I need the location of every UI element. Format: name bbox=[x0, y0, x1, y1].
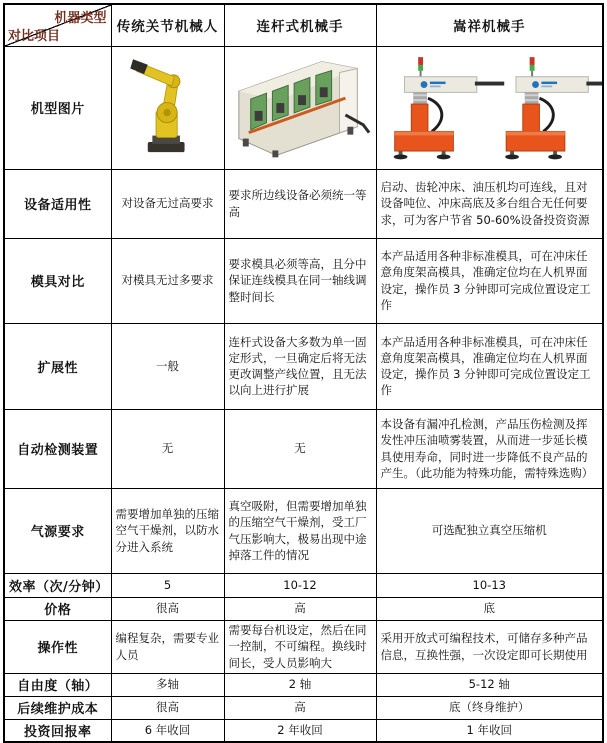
cell: 很高 bbox=[111, 696, 224, 719]
column-header-traditional-robot: 传统关节机械人 bbox=[111, 4, 224, 46]
cell-songxiang-manipulator-image bbox=[376, 46, 603, 169]
corner-diagonal-cell bbox=[4, 4, 111, 46]
row-label-maintenance-cost: 后续维护成本 bbox=[4, 696, 111, 719]
row-label-price: 价格 bbox=[4, 597, 111, 620]
cell: 10-12 bbox=[224, 573, 376, 597]
row-label-air-supply: 气源要求 bbox=[4, 488, 111, 573]
table-row bbox=[4, 238, 603, 323]
comparison-table bbox=[3, 3, 604, 743]
cell: 本设备有漏冲孔检测，产品压伤检测及挥发性冲压油喷雾装置，从而进一步延长模具使用寿命，同时进一步降低不良产品的产生。（此功能为特殊功能，需特殊选购） bbox=[376, 409, 603, 488]
table-row bbox=[4, 620, 603, 673]
cell: 10-13 bbox=[376, 573, 603, 597]
table-header-row bbox=[4, 4, 603, 46]
row-label-mold-comparison: 模具对比 bbox=[4, 238, 111, 323]
cell-robot-image bbox=[111, 46, 224, 169]
cell: 编程复杂，需要专业人员 bbox=[111, 620, 224, 673]
cell: 对设备无过高要求 bbox=[111, 169, 224, 238]
table-row bbox=[4, 323, 603, 409]
table-row bbox=[4, 696, 603, 719]
row-label-degrees-of-freedom: 自由度（轴） bbox=[4, 673, 111, 696]
dual-pneumatic-manipulators-image bbox=[381, 49, 603, 167]
column-header-songxiang-manipulator: 嵩祥机械手 bbox=[376, 4, 603, 46]
cell: 需要增加单独的压缩空气干燥剂，以防水分进入系统 bbox=[111, 488, 224, 573]
table-row bbox=[4, 673, 603, 696]
cell: 6 年收回 bbox=[111, 719, 224, 742]
table-row bbox=[4, 488, 603, 573]
cell: 连杆式设备大多数为单一固定形式，一旦确定后将无法更改调整产线位置，且无法以向上进行扩展 bbox=[224, 323, 376, 409]
row-label-operability: 操作性 bbox=[4, 620, 111, 673]
cell: 底 bbox=[376, 597, 603, 620]
cell: 本产品适用各种非标准模具，可在冲床任意角度架高模具，准确定位均在人机界面设定，操作员 3 分钟即可完成位置设定工作 bbox=[376, 323, 603, 409]
table-row bbox=[4, 169, 603, 238]
row-label-machine-images: 机型图片 bbox=[4, 46, 111, 169]
cell: 多轴 bbox=[111, 673, 224, 696]
table-row bbox=[4, 719, 603, 742]
cell: 5 bbox=[111, 573, 224, 597]
column-header-linkage-manipulator: 连杆式机械手 bbox=[224, 4, 376, 46]
cell: 高 bbox=[224, 597, 376, 620]
row-label-efficiency: 效率（次/分钟） bbox=[4, 573, 111, 597]
cell: 很高 bbox=[111, 597, 224, 620]
machine-image-row bbox=[4, 46, 603, 169]
cell: 采用开放式可编程技术，可储存多种产品信息，互换性强，一次设定即可长期使用 bbox=[376, 620, 603, 673]
cell: 需要每台机设定，然后在同一控制，不可编程。换线时间长，受人员影响大 bbox=[224, 620, 376, 673]
cell: 5-12 轴 bbox=[376, 673, 603, 696]
table-row bbox=[4, 597, 603, 620]
cell: 启动、齿轮冲床、油压机均可连线，且对设备吨位、冲床高底及多台组合无任何要求，可为客户节省 50-60%设备投资资源 bbox=[376, 169, 603, 238]
row-label-equipment-suitability: 设备适用性 bbox=[4, 169, 111, 238]
cell: 本产品适用各种非标准模具，可在冲床任意角度架高模具，准确定位均在人机界面设定，操作员 3 分钟即可完成位置设定工作 bbox=[376, 238, 603, 323]
cell: 高 bbox=[224, 696, 376, 719]
cell: 要求所边线设备必须统一等高 bbox=[224, 169, 376, 238]
corner-top-label: 机器类型 bbox=[54, 11, 107, 26]
press-line-machine-image bbox=[229, 49, 377, 167]
cell-press-line-image bbox=[224, 46, 376, 169]
cell: 1 年收回 bbox=[376, 719, 603, 742]
cell: 2 轴 bbox=[224, 673, 376, 696]
articulated-robot-image bbox=[122, 49, 214, 167]
cell: 一般 bbox=[111, 323, 224, 409]
table-row bbox=[4, 409, 603, 488]
row-label-expandability: 扩展性 bbox=[4, 323, 111, 409]
cell: 2 年收回 bbox=[224, 719, 376, 742]
cell: 对模具无过多要求 bbox=[111, 238, 224, 323]
cell: 可选配独立真空压缩机 bbox=[376, 488, 603, 573]
cell: 无 bbox=[111, 409, 224, 488]
corner-bottom-label: 对比项目 bbox=[8, 28, 61, 44]
row-label-auto-detection: 自动检测装置 bbox=[4, 409, 111, 488]
cell: 要求模具必须等高，且分中保证连线模具在同一轴线调整时间长 bbox=[224, 238, 376, 323]
cell: 真空吸附，但需要增加单独的压缩空气干燥剂，受工厂气压影响大，极易出现中途掉落工件的情况 bbox=[224, 488, 376, 573]
cell: 底（终身维护） bbox=[376, 696, 603, 719]
table-row bbox=[4, 573, 603, 597]
row-label-roi: 投资回报率 bbox=[4, 719, 111, 742]
cell: 无 bbox=[224, 409, 376, 488]
